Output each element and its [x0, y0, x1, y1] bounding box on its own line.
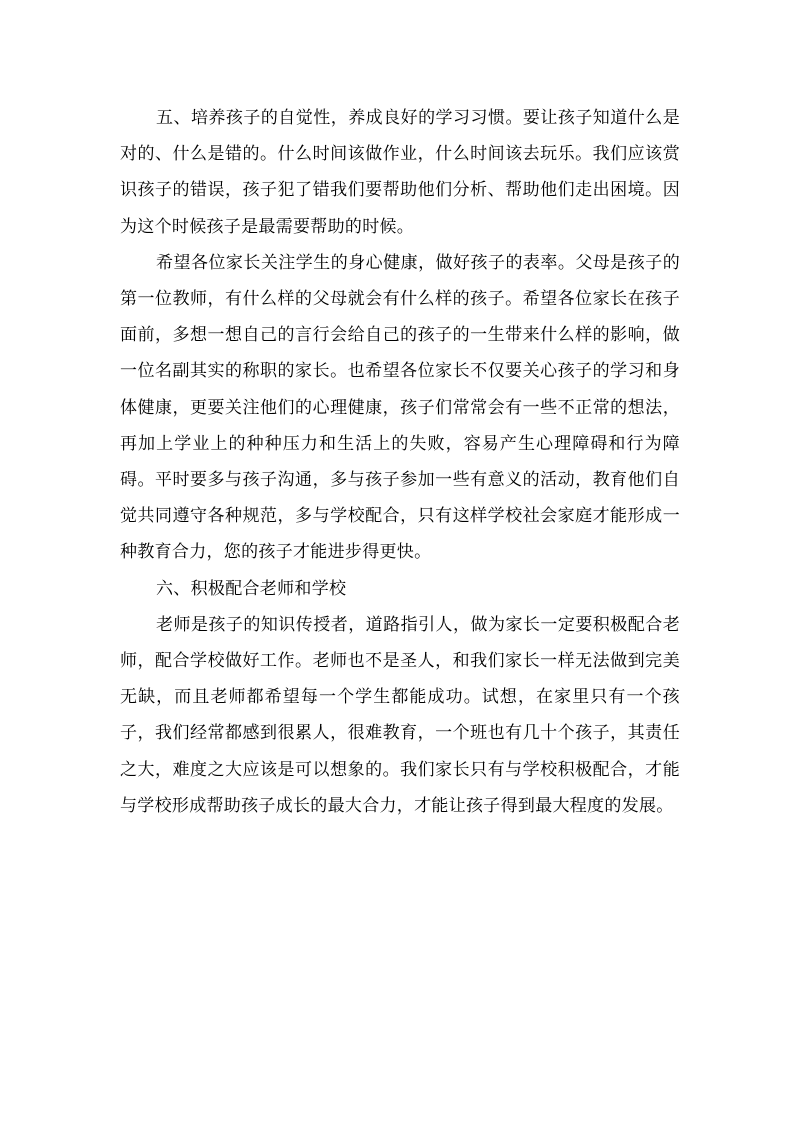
document-page — [120, 100, 680, 824]
paragraph-cooperate-teachers: 老师是孩子的知识传授者，道路指引人，做为家长一定要积极配合老师，配合学校做好工作。老师也不是圣人，和我们家长一样无法做到完美无缺，而且老师都希望每一个学生都能成功。试想，在家里只有一个孩子，我们经常都感到很累人，很难教育，一个班也有几十个孩子，其责任之大，难度之大应该是可以想象的。我们家长只有与学校积极配合，才能与学校形成帮助孩子成长的最大合力，才能让孩子得到最大程度的发展。 — [120, 614, 680, 816]
paragraph-parent-health: 希望各位家长关注学生的身心健康，做好孩子的表率。父母是孩子的第一位教师，有什么样的父母就会有什么样的孩子。希望各位家长在孩子面前，多想一想自己的言行会给自己的孩子的一生带来什么样的影响，做一位名副其实的称职的家长。也希望各位家长不仅要关心孩子的学习和身体健康，更要关注他们的心理健康，孩子们常常会有一些不正常的想法，再加上学业上的种种压力和生活上的失败，容易产生心理障碍和行为障碍。平时要多与孩子沟通，多与孩子参加一些有意义的活动，教育他们自觉共同遵守各种规范，多与学校配合，只有这样学校社会家庭才能形成一种教育合力，您的孩子才能进步得更快。 — [120, 252, 680, 563]
section-heading-six: 六、积极配合老师和学校 — [156, 578, 347, 599]
paragraph-section-five: 五、培养孩子的自觉性，养成良好的学习习惯。要让孩子知道什么是对的、什么是错的。什么时间该做作业，什么时间该去玩乐。我们应该赏识孩子的错误，孩子犯了错我们要帮助他们分析、帮助他们走出困境。因为这个时候孩子是最需要帮助的时候。 — [120, 108, 680, 237]
